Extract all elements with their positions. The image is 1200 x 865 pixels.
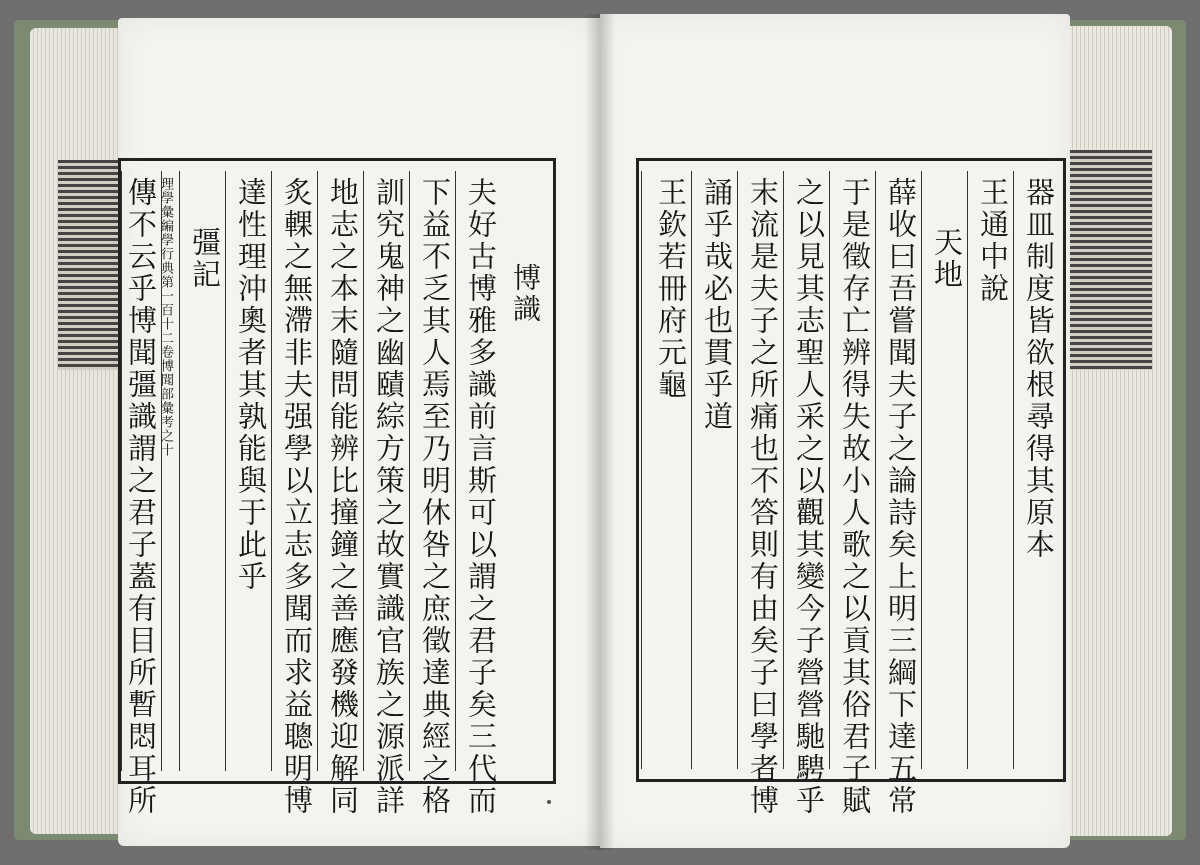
right-page-text-frame bbox=[636, 158, 1066, 817]
left-col-6: 炙輠之無滯非夫强學以立志多聞而求益聰明博 bbox=[271, 171, 317, 771]
right-col-3-heading: 天地 bbox=[921, 171, 967, 769]
left-col-4: 訓究鬼神之幽賾綜方策之故實識官族之源派詳 bbox=[363, 171, 409, 771]
right-col-1: 器皿制度皆欲根尋得其原本 bbox=[1013, 171, 1059, 769]
right-col-9-heading: 王欽若冊府元龜 bbox=[641, 171, 691, 769]
right-col-6: 之以見其志聖人采之以觀其變今子營營馳騁乎 bbox=[783, 171, 829, 769]
left-col-2: 夫好古博雅多識前言斯可以謂之君子矣三代而 bbox=[455, 171, 501, 771]
page-dot bbox=[547, 800, 551, 804]
right-col-8: 誦乎哉必也貫乎道 bbox=[691, 171, 737, 769]
right-page-edges bbox=[1060, 26, 1172, 836]
left-col-9: 傳不云乎博聞彊識謂之君子蓋有目所暫悶耳所 bbox=[121, 171, 161, 771]
right-edge-bleed bbox=[1066, 150, 1152, 370]
right-col-4: 薛收曰吾嘗聞夫子之論詩矣上明三綱下達五常 bbox=[875, 171, 921, 769]
left-col-5: 地志之本末隨問能辨比撞鐘之善應發機迎解同 bbox=[317, 171, 363, 771]
left-col-3: 下益不乏其人焉至乃明休咎之庶徵達典經之格 bbox=[409, 171, 455, 771]
right-col-5: 于是徵存亡辨得失故小人歌之以貢其俗君子賦 bbox=[829, 171, 875, 769]
left-margin-note: 理學彙編學行典第一百十二卷博聞部彙考之十 bbox=[161, 171, 179, 771]
left-page-text-frame bbox=[118, 158, 556, 817]
left-col-1-heading: 博識 bbox=[509, 263, 542, 325]
left-col-7: 達性理沖奧者其孰能與于此乎 bbox=[225, 171, 271, 771]
right-col-2-heading: 王通中說 bbox=[967, 171, 1013, 769]
book-gutter bbox=[585, 14, 615, 850]
right-col-7: 末流是夫子之所痛也不答則有由矣子曰學者博 bbox=[737, 171, 783, 769]
left-col-8-heading: 彊記 bbox=[179, 171, 225, 771]
